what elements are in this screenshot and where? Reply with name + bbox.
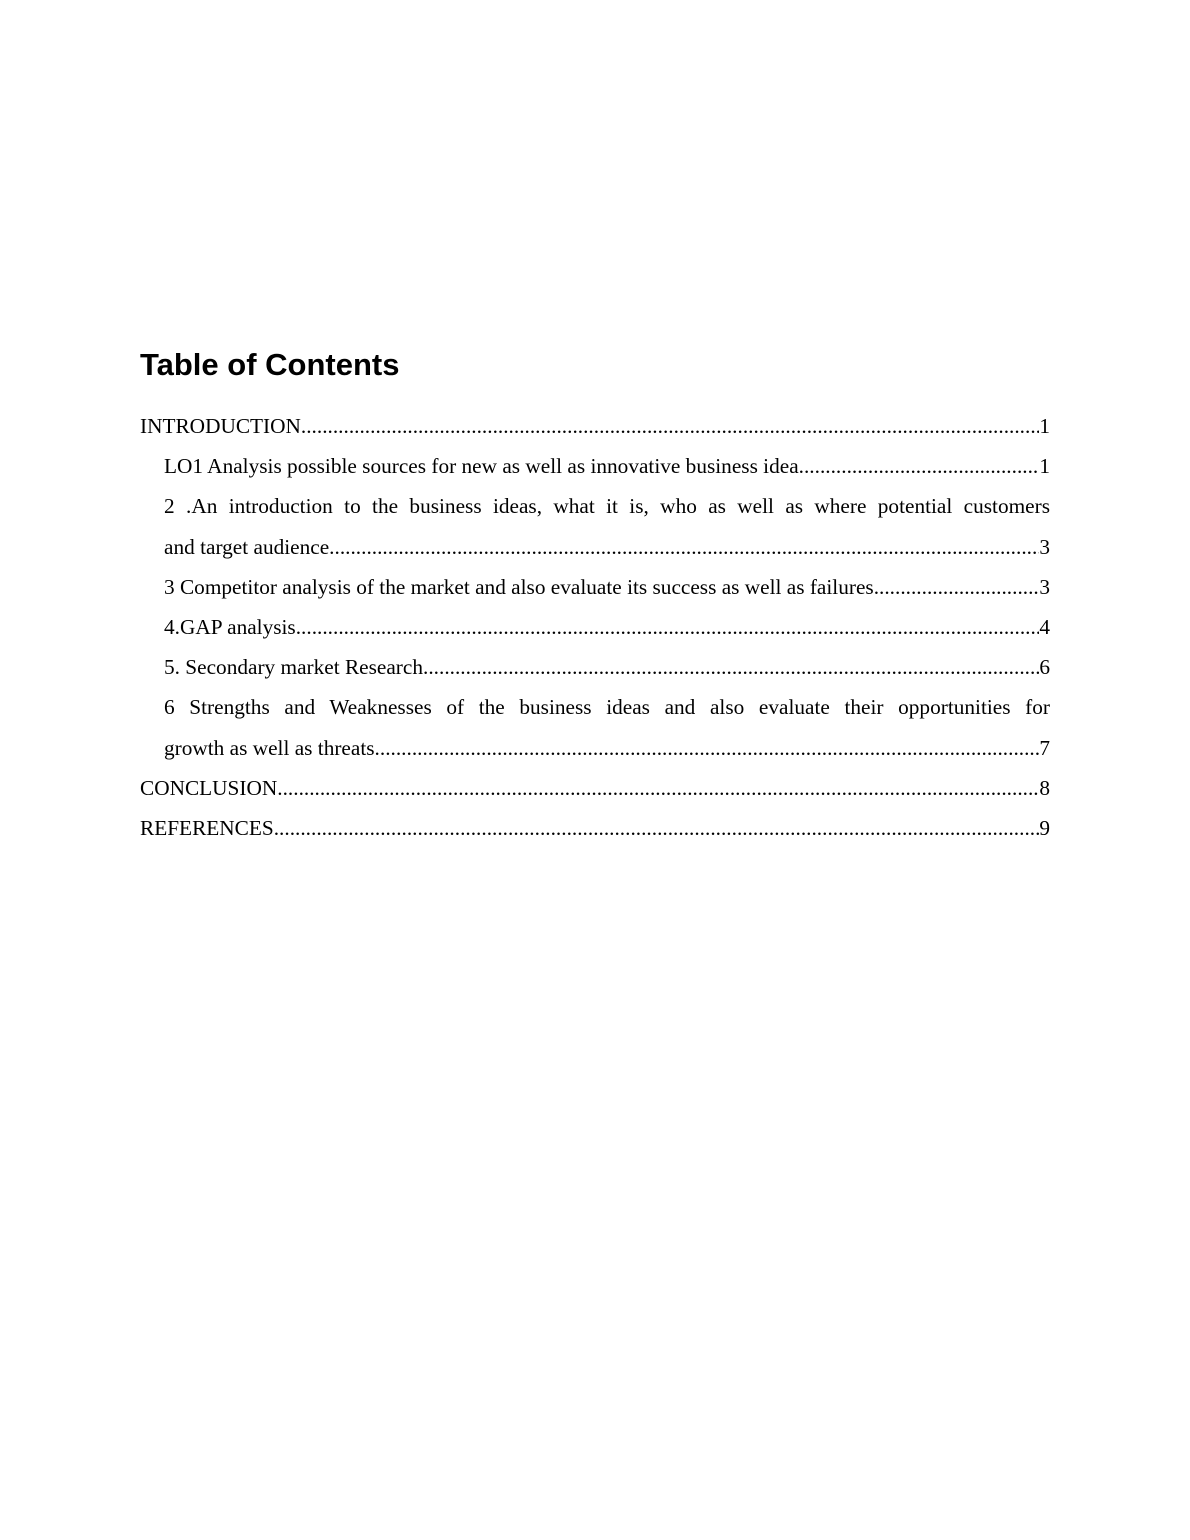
- toc-entry-text: growth as well as threats: [164, 735, 375, 760]
- toc-page-number: 6: [1039, 655, 1050, 680]
- table-of-contents: [140, 406, 1050, 848]
- toc-entry-references[interactable]: [140, 808, 1050, 848]
- toc-entry-line: [140, 406, 1050, 446]
- toc-entry-text: LO1 Analysis possible sources for new as well as innovative business idea: [164, 454, 799, 479]
- dot-leader: [277, 768, 1039, 808]
- toc-entry-text: 3 Competitor analysis of the market and also evaluate its success as well as failures: [164, 574, 874, 599]
- toc-entry-gap-analysis[interactable]: [140, 607, 1050, 647]
- toc-entry-line: [164, 647, 1050, 687]
- toc-page-number: 1: [1039, 454, 1050, 479]
- toc-entry-line-wrapped: 2 .An introduction to the business ideas, what it is, who as well as where potential customers: [164, 494, 1050, 519]
- toc-entry-text: 4.GAP analysis: [164, 614, 296, 639]
- dot-leader: [274, 808, 1040, 848]
- toc-title: Table of Contents: [140, 347, 400, 382]
- toc-entry-line: [164, 607, 1050, 647]
- toc-entry-text: REFERENCES: [140, 815, 274, 840]
- toc-page-number: 3: [1039, 534, 1050, 559]
- dot-leader: [874, 567, 1040, 607]
- toc-entry-line: [164, 446, 1050, 486]
- toc-entry-secondary-market-research[interactable]: [140, 647, 1050, 687]
- toc-page-number: 9: [1039, 815, 1050, 840]
- dot-leader: [799, 446, 1040, 486]
- toc-entry-line-wrapped: 6 Strengths and Weaknesses of the business ideas and also evaluate their opportunities for: [164, 695, 1050, 720]
- toc-entry-conclusion[interactable]: [140, 768, 1050, 808]
- toc-page-number: 8: [1039, 775, 1050, 800]
- dot-leader: [296, 607, 1040, 647]
- toc-page-number: 1: [1039, 414, 1050, 438]
- toc-entry-text: INTRODUCTION: [140, 414, 301, 438]
- toc-entry-text: 5. Secondary market Research: [164, 655, 424, 680]
- toc-entry-line: [140, 768, 1050, 808]
- toc-entry-strengths-weaknesses[interactable]: [140, 687, 1050, 767]
- toc-entry-lo1-analysis[interactable]: [140, 446, 1050, 486]
- toc-page-number: 4: [1039, 614, 1050, 639]
- toc-entry-line: [164, 567, 1050, 607]
- toc-page-number: 3: [1039, 574, 1050, 599]
- toc-entry-line: [164, 728, 1050, 768]
- dot-leader: [301, 406, 1039, 446]
- toc-entry-text: and target audience: [164, 534, 330, 559]
- toc-entry-text: CONCLUSION: [140, 775, 278, 800]
- toc-entry-competitor-analysis[interactable]: [140, 567, 1050, 607]
- dot-leader: [375, 728, 1040, 768]
- toc-entry-introduction[interactable]: [140, 406, 1050, 446]
- toc-entry-introduction-business-ideas[interactable]: [140, 486, 1050, 566]
- dot-leader: [329, 527, 1039, 567]
- dot-leader: [423, 647, 1039, 687]
- toc-page-number: 7: [1039, 735, 1050, 760]
- toc-entry-line: [140, 808, 1050, 848]
- toc-entry-line: [164, 527, 1050, 567]
